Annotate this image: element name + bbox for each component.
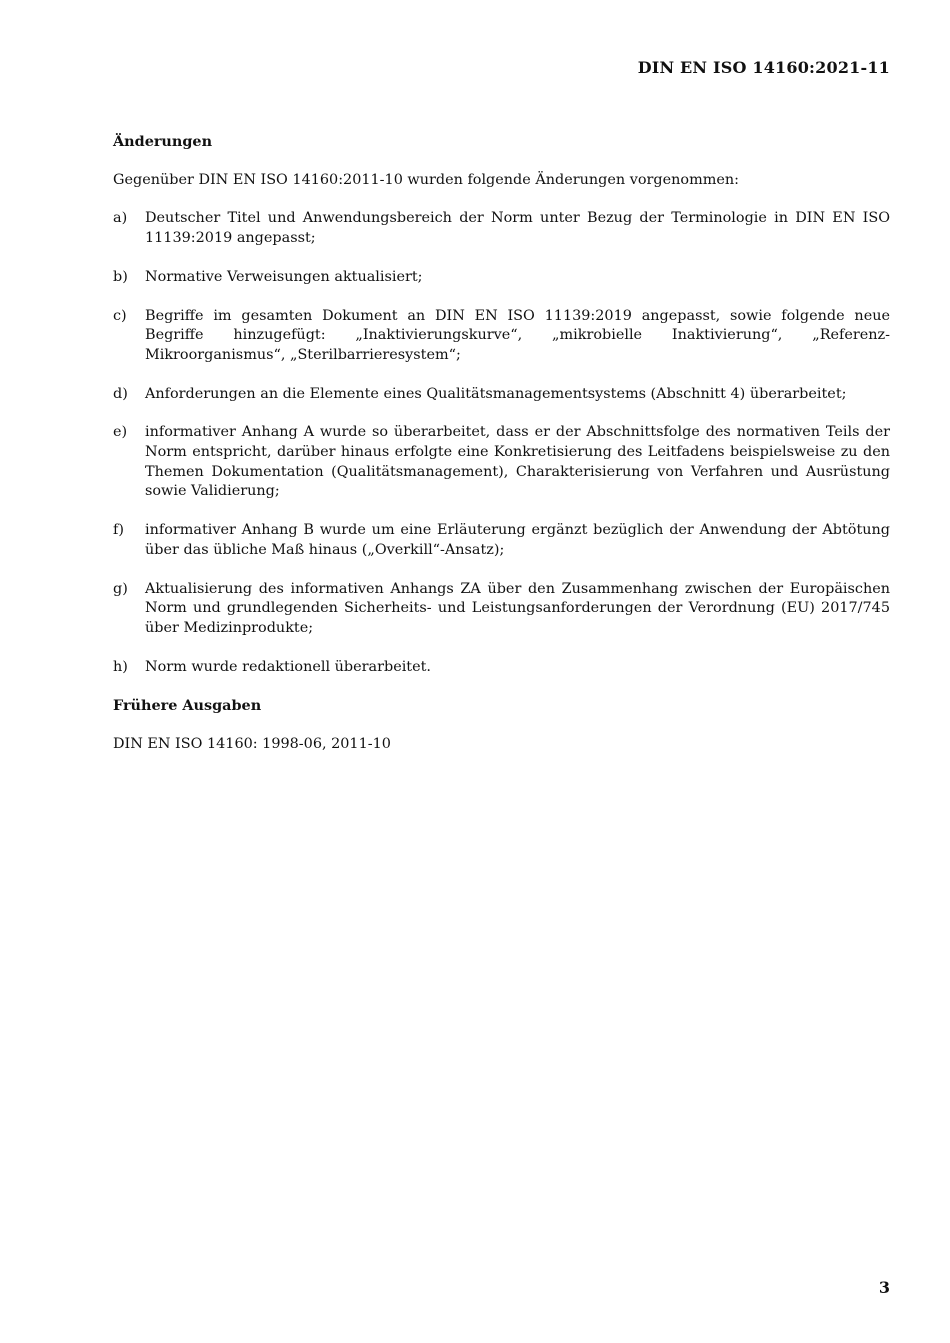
list-item-text: Norm wurde redaktionell überarbeitet. (145, 658, 431, 675)
changes-intro: Gegenüber DIN EN ISO 14160:2011-10 wurden folgende Änderungen vorgenommen: (113, 171, 739, 188)
list-item-text: Begriffe im gesamten Dokument an DIN EN ISO 11139:2019 angepasst, sowie folgende neue Begriffe hinzugefügt: „Inaktivierungskurve“, „mikrobielle Inaktivierung“, „Referenz-Mikroorganismus“, „Sterilbarrieresystem“; (145, 307, 890, 363)
list-item-text: Deutscher Titel und Anwendungsbereich der Norm unter Bezug der Terminologie in DIN EN ISO 11139:2019 angepasst; (145, 210, 890, 247)
list-marker: b) (113, 268, 128, 285)
page-number: 3 (878, 1278, 890, 1297)
list-item-text: informativer Anhang B wurde um eine Erläuterung ergänzt bezüglich der Anwendung der Abtötung über das übliche Maß hinaus („Overkill“-Ansatz); (145, 522, 890, 558)
list-item-text: Normative Verweisungen aktualisiert; (145, 268, 423, 285)
main-content (113, 132, 890, 774)
list-item-text: informativer Anhang A wurde so überarbeitet, dass er der Abschnittsfolge des normativen Teils der Norm entspricht, darüber hinaus erfolgte eine Konkretisierung des Leitfadens beispielsweise zu den Themen Dokumentation (Qualitätsmanagement), Charakterisierung von Verfahren und Ausrüstung sowie Validierung; (145, 424, 890, 500)
list-item (113, 307, 890, 366)
list-marker: a) (113, 210, 128, 227)
previous-editions-heading: Frühere Ausgaben (113, 697, 262, 715)
previous-editions-text: DIN EN ISO 14160: 1998-06, 2011-10 (113, 736, 391, 753)
list-item (113, 209, 890, 248)
list-item (113, 385, 890, 405)
list-marker: e) (113, 424, 128, 441)
list-item (113, 521, 890, 560)
list-marker: c) (113, 307, 127, 324)
document-id: DIN EN ISO 14160:2021-11 (637, 58, 890, 77)
list-marker: h) (113, 658, 128, 675)
list-item-text: Anforderungen an die Elemente eines Qualitätsmanagementsystems (Abschnitt 4) überarbeitet; (145, 385, 847, 402)
list-marker: f) (113, 522, 124, 539)
list-item (113, 423, 890, 502)
list-item (113, 658, 890, 678)
list-item (113, 580, 890, 639)
list-marker: d) (113, 385, 128, 402)
changes-list (113, 209, 890, 677)
list-item (113, 268, 890, 288)
list-item-text: Aktualisierung des informativen Anhangs ZA über den Zusammenhang zwischen der Europäischen Norm und grundlegenden Sicherheits- und Leistungsanforderungen der Verordnung (EU) 2017/745 über Medizinprodukte; (145, 580, 890, 636)
list-marker: g) (113, 580, 128, 597)
changes-heading: Änderungen (113, 133, 213, 150)
